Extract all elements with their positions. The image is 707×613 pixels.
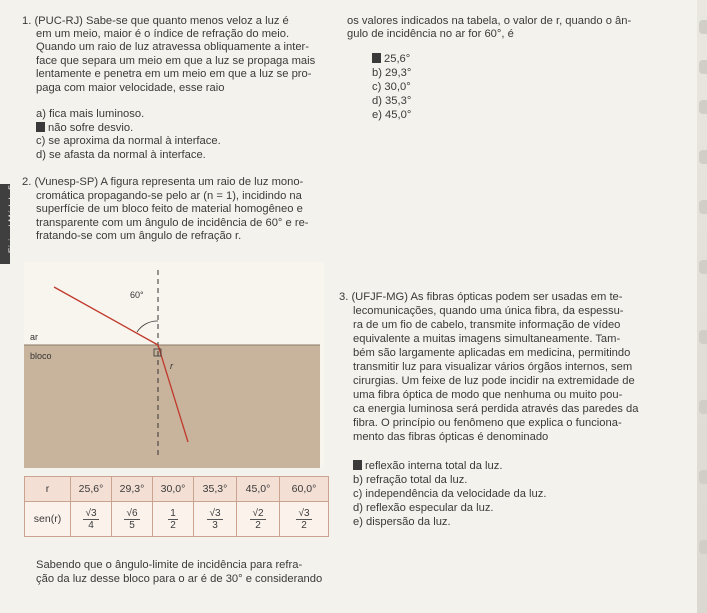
table-cell: $\frac{√3}{2}$ [280, 502, 329, 537]
table-cell: 25,6° [71, 477, 112, 502]
check-mark-icon [372, 53, 381, 63]
table-cell: $\frac{√3}{3}$ [194, 502, 237, 537]
q2-line: 2. (Vunesp-SP) A figura representa um raio de luz mono- [22, 176, 304, 188]
q1-option-d[interactable]: d) se afasta da normal à interface. [36, 149, 206, 161]
q2-line: cromática propagando-se pelo ar (n = 1), incidindo na [36, 190, 302, 202]
side-tab [0, 184, 17, 264]
q2-option-e[interactable]: e) 45,0° [372, 109, 412, 121]
q3-option-d[interactable]: d) reflexão especular da luz. [353, 502, 494, 514]
check-mark-icon [353, 460, 362, 470]
table-cell: $\frac{√3}{4}$ [71, 502, 112, 537]
q3-line: ca energia luminosa será perdida através das paredes da [353, 403, 639, 415]
q2-option-d[interactable]: d) 35,3° [372, 95, 412, 107]
r-label: r [170, 361, 173, 371]
q3-line: lecomunicações, quando uma única fibra, da espessu- [353, 305, 624, 317]
q1-option-a[interactable]: a) fica mais luminoso. [36, 108, 145, 120]
table-header-sen: sen(r) [25, 502, 71, 537]
q2-line: fratando-se com um ângulo de refração r. [36, 230, 242, 242]
table-cell: $\frac{√6}{5}$ [112, 502, 153, 537]
q2-option-b[interactable]: b) 29,3° [372, 67, 412, 79]
angle-label: 60° [130, 290, 144, 300]
q3-line: uma fibra óptica de modo que nenhuma ou muito pou- [353, 389, 623, 401]
q3-line: equivalente a muitas imagens simultaneamente. Tam- [353, 333, 621, 345]
table-cell: $\frac{√2}{2}$ [237, 502, 280, 537]
side-tab-label: Física | Módulo 5 [7, 184, 17, 254]
table-cell: 60,0° [280, 477, 329, 502]
right-edge-strip [697, 0, 707, 613]
q1-option-c[interactable]: c) se aproxima da normal à interface. [36, 135, 221, 147]
table-cell: 29,3° [112, 477, 153, 502]
q3-option-c[interactable]: c) independência da velocidade da luz. [353, 488, 547, 500]
q3-line: 3. (UFJF-MG) As fibras ópticas podem ser usadas em te- [339, 291, 623, 303]
table-cell: 45,0° [237, 477, 280, 502]
air-label: ar [30, 332, 39, 342]
q1-line: face que separa um meio em que a luz se propaga mais [36, 55, 316, 67]
q3-line: mento das fibras ópticas é denominado [353, 431, 549, 443]
check-mark-icon [36, 122, 45, 132]
block-label: bloco [30, 351, 52, 361]
q3-line: ra de um fio de cabelo, transmite informação de vídeo [353, 319, 621, 331]
table-cell: $\frac{1}{2}$ [153, 502, 194, 537]
q1-line: Quando um raio de luz atravessa obliquamente a inter- [36, 41, 310, 53]
table-cell: 30,0° [153, 477, 194, 502]
q2-after-line: Sabendo que o ângulo-limite de incidência para refra- [36, 559, 303, 571]
q1-line: paga com maior velocidade, esse raio [36, 82, 225, 94]
q3-line: fibra. O princípio ou fenômeno que explica o funciona- [353, 417, 622, 429]
q3-line: bém são largamente aplicadas em medicina, permitindo [353, 347, 631, 359]
q1-option-b-label: não sofre desvio. [48, 122, 134, 134]
q1-line: 1. (PUC-RJ) Sabe-se que quanto menos veloz a luz é [22, 15, 289, 27]
q3-line: transmitir luz para visualizar vários órgãos internos, sem [353, 361, 633, 373]
q2-option-c[interactable]: c) 30,0° [372, 81, 411, 93]
q2-line: transparente com um ângulo de incidência de 60° e re- [36, 217, 309, 229]
q2-after-line: ção da luz desse bloco para o ar é de 30° e considerando [36, 573, 323, 585]
q3-option-e[interactable]: e) dispersão da luz. [353, 516, 451, 528]
refraction-figure [24, 262, 324, 468]
q3-option-a-label: reflexão interna total da luz. [365, 460, 503, 472]
q3-option-a[interactable] [353, 459, 502, 473]
q3-option-b[interactable]: b) refração total da luz. [353, 474, 468, 486]
q2-option-a[interactable] [372, 52, 410, 66]
q1-line: em um meio, maior é o índice de refração do meio. [36, 28, 290, 40]
q2-continued-line: os valores indicados na tabela, o valor de r, quando o ân- [347, 15, 632, 27]
sine-table [24, 476, 329, 537]
q2-continued-line: gulo de incidência no ar for 60°, é [347, 28, 514, 40]
q2-option-a-label: 25,6° [384, 53, 411, 65]
q3-line: cirurgias. Um feixe de luz pode incidir na extremidade de [353, 375, 635, 387]
q2-line: superfície de um bloco feito de material homogêneo e [36, 203, 303, 215]
table-header-r: r [25, 477, 71, 502]
table-cell: 35,3° [194, 477, 237, 502]
q1-line: lentamente e penetra em um meio em que a luz se pro- [36, 68, 312, 80]
